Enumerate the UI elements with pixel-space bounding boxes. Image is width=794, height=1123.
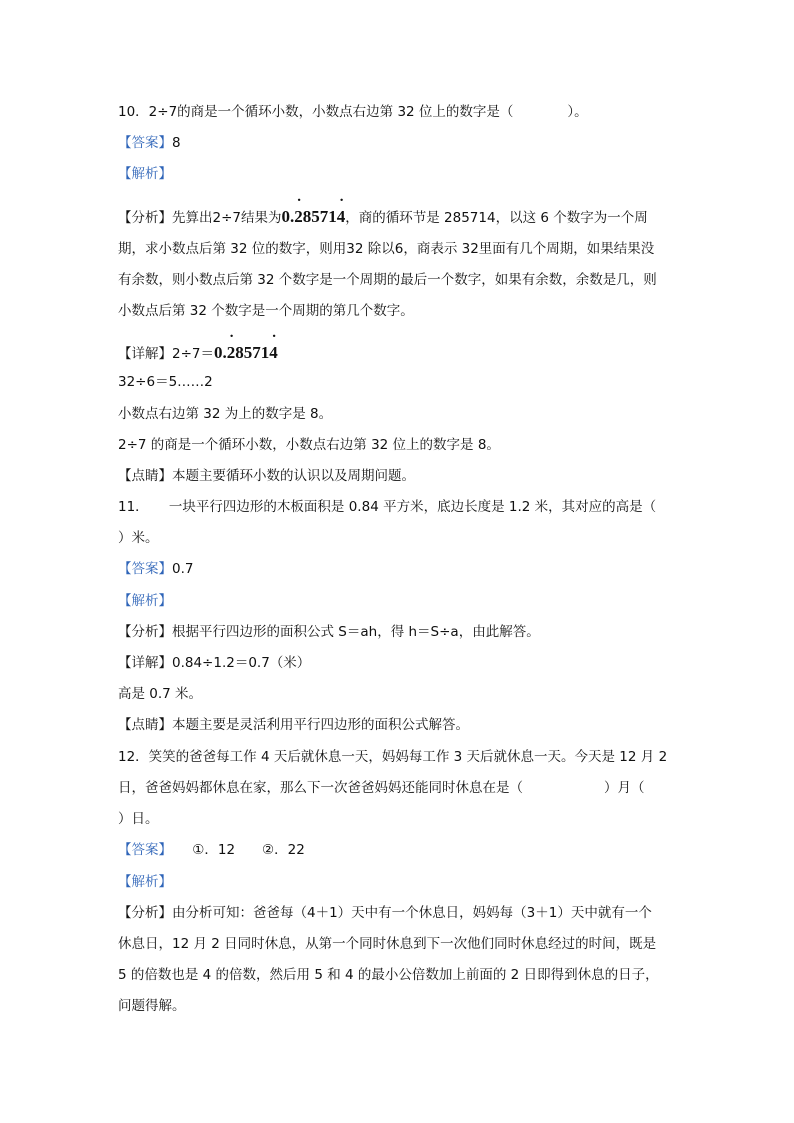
q10-fenxi-line-1 <box>118 207 648 228</box>
q11-question-line-1: 11． 一块平行四边形的木板面积是 0.84 平方米，底边长度是 1.2 米，其对应的高是（ <box>118 499 657 515</box>
q11-xiangjie-line-1 <box>118 653 310 673</box>
xiangjie-tag: 【详解】 <box>118 655 172 671</box>
answer-value: 8 <box>172 135 181 151</box>
repeating-decimal <box>282 207 346 226</box>
q10-fenxi-line-4: 小数点后第 32 个数字是一个周期的第几个数字。 <box>118 303 414 319</box>
q12-fenxi-line-4: 问题得解。 <box>118 998 186 1014</box>
q12-fenxi-line-1 <box>118 903 652 923</box>
answer-tag: 【答案】 <box>118 561 172 577</box>
fenxi-text: ，商的循环节是 285714，以这 6 个数字为一个周 <box>345 210 648 226</box>
xiangjie-text: 0.84÷1.2＝0.7（米） <box>172 655 311 671</box>
q12-question-line-3: ）日。 <box>118 811 159 827</box>
decimal-mid: 8571 <box>302 207 337 226</box>
q10-dianjing <box>118 466 415 486</box>
q10-answer <box>118 133 181 153</box>
q12-question-line-2: 日，爸爸妈妈都休息在家，那么下一次爸爸妈妈还能同时休息在是（ ）月（ <box>118 780 645 796</box>
dianjing-tag: 【点睛】 <box>118 717 172 733</box>
q10-xiangjie-line-1 <box>118 343 278 364</box>
decimal-dot-start: . 2 <box>294 207 303 227</box>
q10-xiangjie-line-3: 小数点右边第 32 为上的数字是 8。 <box>118 406 333 422</box>
xiangjie-text: 2÷7＝ <box>172 346 214 362</box>
decimal-dot-start: . 2 <box>227 343 236 363</box>
decimal-dot-end: . 4 <box>337 207 346 227</box>
decimal-mid: 8571 <box>235 343 270 362</box>
dianjing-text: 本题主要是灵活利用平行四边形的面积公式解答。 <box>172 717 469 733</box>
fenxi-tag: 【分析】 <box>118 905 172 921</box>
q11-answer <box>118 559 193 579</box>
decimal-dot-end: . 4 <box>269 343 278 363</box>
answer-tag: 【答案】 <box>118 135 172 151</box>
q12-fenxi-line-2: 休息日，12 月 2 日同时休息，从第一个同时休息到下一次他们同时休息经过的时间，既是 <box>118 936 657 952</box>
analysis-tag: 【解析】 <box>118 593 172 609</box>
analysis-tag: 【解析】 <box>118 874 172 890</box>
answer-tag: 【答案】 <box>118 842 166 858</box>
answer-value: ①．12 ②．22 <box>165 842 305 858</box>
q10-question: 10．2÷7的商是一个循环小数，小数点右边第 32 位上的数字是（ ）。 <box>118 104 588 120</box>
answer-value: 0.7 <box>172 561 194 577</box>
fenxi-tag: 【分析】 <box>118 210 172 226</box>
q11-dianjing <box>118 715 469 735</box>
repeating-decimal <box>214 343 278 362</box>
fenxi-tag: 【分析】 <box>118 624 172 640</box>
q11-xiangjie-line-2: 高是 0.7 米。 <box>118 686 203 702</box>
q10-xiangjie-line-4: 2÷7 的商是一个循环小数，小数点右边第 32 位上的数字是 8。 <box>118 437 500 453</box>
q10-fenxi-line-3: 有余数，则小数点后第 32 个数字是一个周期的最后一个数字，如果有余数，余数是几，则 <box>118 272 657 288</box>
q10-xiangjie-line-2: 32÷6＝5……2 <box>118 374 213 390</box>
q12-analysis-tag <box>118 872 172 892</box>
q11-analysis-tag <box>118 591 172 611</box>
fenxi-text: 根据平行四边形的面积公式 S＝ah，得 h＝S÷a，由此解答。 <box>172 624 540 640</box>
decimal-int: 0. <box>214 343 227 362</box>
xiangjie-tag: 【详解】 <box>118 346 172 362</box>
q12-question-line-1: 12．笑笑的爸爸每工作 4 天后就休息一天，妈妈每工作 3 天后就休息一天。今天是 12 月 2 <box>118 749 668 765</box>
fenxi-text: 由分析可知：爸爸每（4＋1）天中有一个休息日，妈妈每（3＋1）天中就有一个 <box>172 905 652 921</box>
decimal-int: 0. <box>281 207 295 226</box>
q10-fenxi-line-2: 期，求小数点后第 32 位的数字，则用32 除以6，商表示 32里面有几个周期，如果结果没 <box>118 241 655 257</box>
dianjing-text: 本题主要循环小数的认识以及周期问题。 <box>172 468 415 484</box>
analysis-tag: 【解析】 <box>118 166 172 182</box>
q11-fenxi <box>118 622 540 642</box>
q11-question-line-2: ）米。 <box>118 530 159 546</box>
q12-fenxi-line-3: 5 的倍数也是 4 的倍数，然后用 5 和 4 的最小公倍数加上前面的 2 日即得到休息的日子， <box>118 967 659 983</box>
q12-answer <box>118 840 305 860</box>
q10-analysis-tag <box>118 164 172 184</box>
fenxi-text: 先算出2÷7结果为 <box>172 210 282 226</box>
dianjing-tag: 【点睛】 <box>118 468 172 484</box>
